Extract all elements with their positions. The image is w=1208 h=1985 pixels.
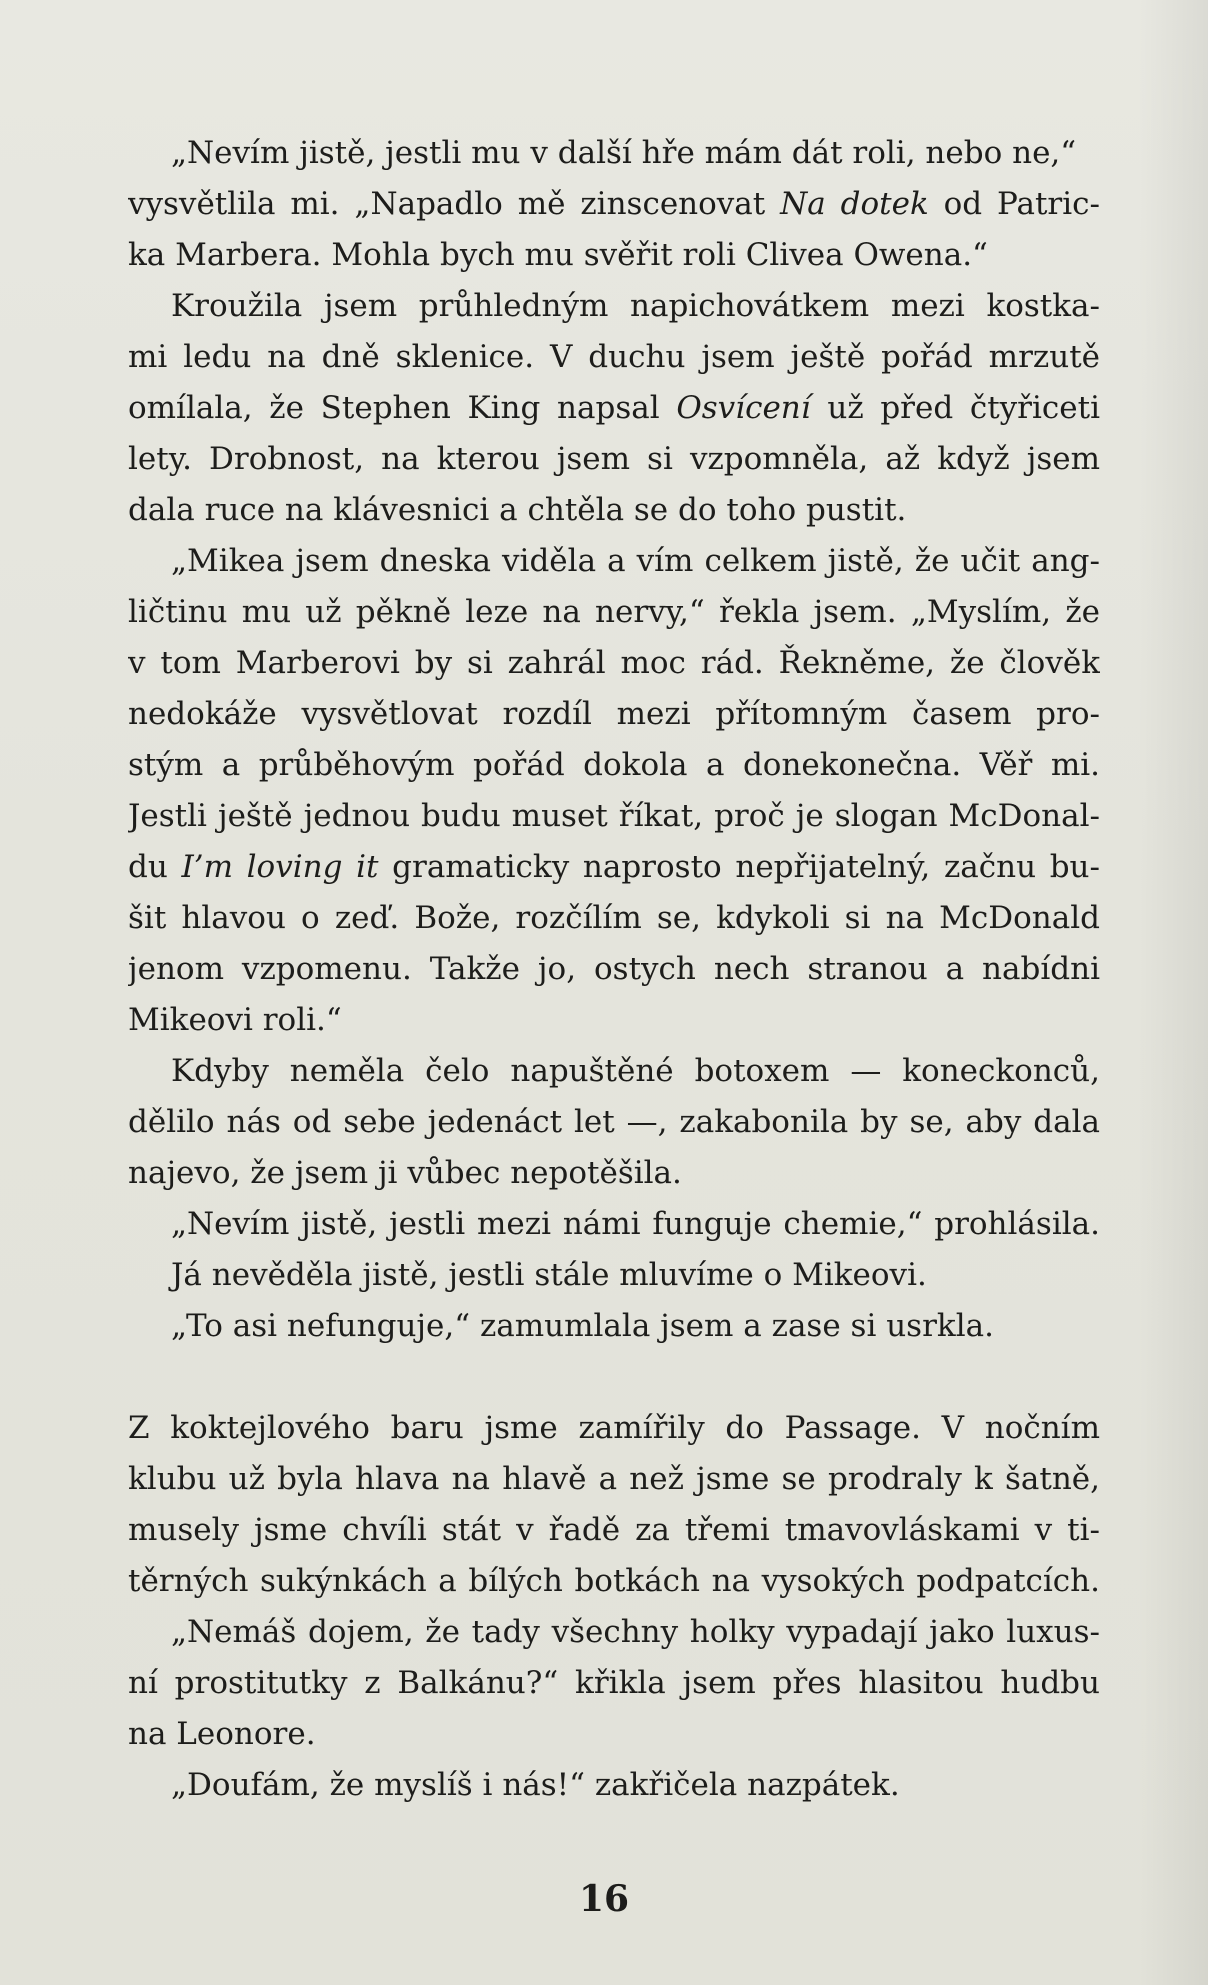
text-segment: gramaticky naprosto nepřijatelný, začnu bu- bbox=[378, 849, 1100, 885]
text-segment: „Mikea jsem dneska viděla a vím celkem jistě, že učit ang- bbox=[171, 543, 1100, 579]
text-segment: už před čtyřiceti bbox=[810, 390, 1100, 426]
text-segment: vysvětlila mi. „Napadlo mě zinscenovat bbox=[128, 186, 781, 222]
text-segment: ličtinu mu už pěkně leze na nervy,“ řekla jsem. „Myslím, že bbox=[128, 594, 1100, 630]
text-line bbox=[128, 587, 1100, 638]
text-line bbox=[128, 179, 1100, 230]
text-line bbox=[128, 893, 1100, 944]
text-line bbox=[128, 1505, 1100, 1556]
text-line bbox=[128, 1199, 1100, 1250]
text-line bbox=[128, 1301, 1100, 1352]
text-segment: Kroužila jsem průhledným napichovátkem mezi kostka- bbox=[171, 288, 1100, 324]
text-segment: „Nevím jistě, jestli mu v další hře mám dát roli, nebo ne,“ bbox=[171, 135, 1077, 171]
text-line bbox=[128, 1760, 1100, 1811]
text-segment: klubu už byla hlava na hlavě a než jsme se prodraly k šatně, bbox=[128, 1461, 1100, 1497]
text-line bbox=[128, 1556, 1100, 1607]
text-segment: musely jsme chvíli stát v řadě za třemi tmavovláskami v ti- bbox=[128, 1512, 1100, 1548]
page-edge-shadow bbox=[1138, 0, 1208, 1985]
text-segment: Mikeovi roli.“ bbox=[128, 1002, 342, 1038]
text-segment: Kdyby neměla čelo napuštěné botoxem — koneckonců, bbox=[171, 1053, 1100, 1089]
text-segment: ní prostitutky z Balkánu?“ křikla jsem přes hlasitou hudbu bbox=[128, 1665, 1100, 1701]
paragraph-gap bbox=[128, 1352, 1100, 1403]
text-line bbox=[128, 995, 1100, 1046]
text-segment: mi ledu na dně sklenice. V duchu jsem ještě pořád mrzutě bbox=[128, 339, 1100, 375]
text-segment: du bbox=[128, 849, 182, 885]
text-line bbox=[128, 434, 1100, 485]
text-line bbox=[128, 638, 1100, 689]
text-line bbox=[128, 1250, 1100, 1301]
text-line bbox=[128, 1658, 1100, 1709]
text-segment: Já nevěděla jistě, jestli stále mluvíme o Mikeovi. bbox=[171, 1257, 927, 1293]
text-segment: najevo, že jsem ji vůbec nepotěšila. bbox=[128, 1155, 682, 1191]
text-segment: omílala, že Stephen King napsal bbox=[128, 390, 677, 426]
text-line bbox=[128, 944, 1100, 995]
text-segment: „To asi nefunguje,“ zamumlala jsem a zase si usrkla. bbox=[171, 1308, 994, 1344]
body-text bbox=[128, 128, 1100, 1811]
text-line bbox=[128, 1148, 1100, 1199]
text-line bbox=[128, 332, 1100, 383]
text-segment: lety. Drobnost, na kterou jsem si vzpomněla, až když jsem bbox=[128, 441, 1100, 477]
text-line bbox=[128, 791, 1100, 842]
italic-title: I’m loving it bbox=[181, 849, 379, 885]
text-line bbox=[128, 1046, 1100, 1097]
text-line bbox=[128, 1607, 1100, 1658]
text-line bbox=[128, 1097, 1100, 1148]
text-line bbox=[128, 383, 1100, 434]
text-line bbox=[128, 485, 1100, 536]
text-segment: od Patric- bbox=[928, 186, 1100, 222]
text-line bbox=[128, 1403, 1100, 1454]
text-line bbox=[128, 1454, 1100, 1505]
text-line bbox=[128, 689, 1100, 740]
text-segment: „Doufám, že myslíš i nás!“ zakřičela nazpátek. bbox=[171, 1767, 900, 1803]
text-line bbox=[128, 128, 1100, 179]
text-segment: dala ruce na klávesnici a chtěla se do toho pustit. bbox=[128, 492, 907, 528]
italic-title: Osvícení bbox=[676, 390, 811, 426]
text-segment: stým a průběhovým pořád dokola a donekonečna. Věř mi. bbox=[128, 747, 1100, 783]
text-segment: dělilo nás od sebe jedenáct let —, zakabonila by se, aby dala bbox=[128, 1104, 1100, 1140]
text-line bbox=[128, 842, 1100, 893]
page-number: 16 bbox=[578, 1878, 630, 1920]
text-segment: „Nemáš dojem, že tady všechny holky vypadají jako luxus- bbox=[171, 1614, 1100, 1650]
italic-title: Na dotek bbox=[780, 186, 929, 222]
text-line bbox=[128, 536, 1100, 587]
text-segment: těrných sukýnkách a bílých botkách na vysokých podpatcích. bbox=[128, 1563, 1100, 1599]
text-segment: ka Marbera. Mohla bych mu svěřit roli Clivea Owena.“ bbox=[128, 237, 988, 273]
text-segment: šit hlavou o zeď. Bože, rozčílím se, kdykoli si na McDonald bbox=[128, 900, 1100, 936]
text-segment: nedokáže vysvětlovat rozdíl mezi přítomným časem pro- bbox=[128, 696, 1100, 732]
text-line bbox=[128, 1709, 1100, 1760]
text-segment: Jestli ještě jednou budu muset říkat, proč je slogan McDonal- bbox=[128, 798, 1100, 834]
text-segment: jenom vzpomenu. Takže jo, ostych nech stranou a nabídni bbox=[128, 951, 1100, 987]
text-segment: na Leonore. bbox=[128, 1716, 316, 1752]
text-segment: Z koktejlového baru jsme zamířily do Passage. V nočním bbox=[128, 1410, 1100, 1446]
text-segment: v tom Marberovi by si zahrál moc rád. Řekněme, že člověk bbox=[128, 645, 1100, 681]
text-line bbox=[128, 230, 1100, 281]
text-segment: „Nevím jistě, jestli mezi námi funguje chemie,“ prohlásila. bbox=[171, 1206, 1100, 1242]
text-line bbox=[128, 281, 1100, 332]
text-line bbox=[128, 740, 1100, 791]
